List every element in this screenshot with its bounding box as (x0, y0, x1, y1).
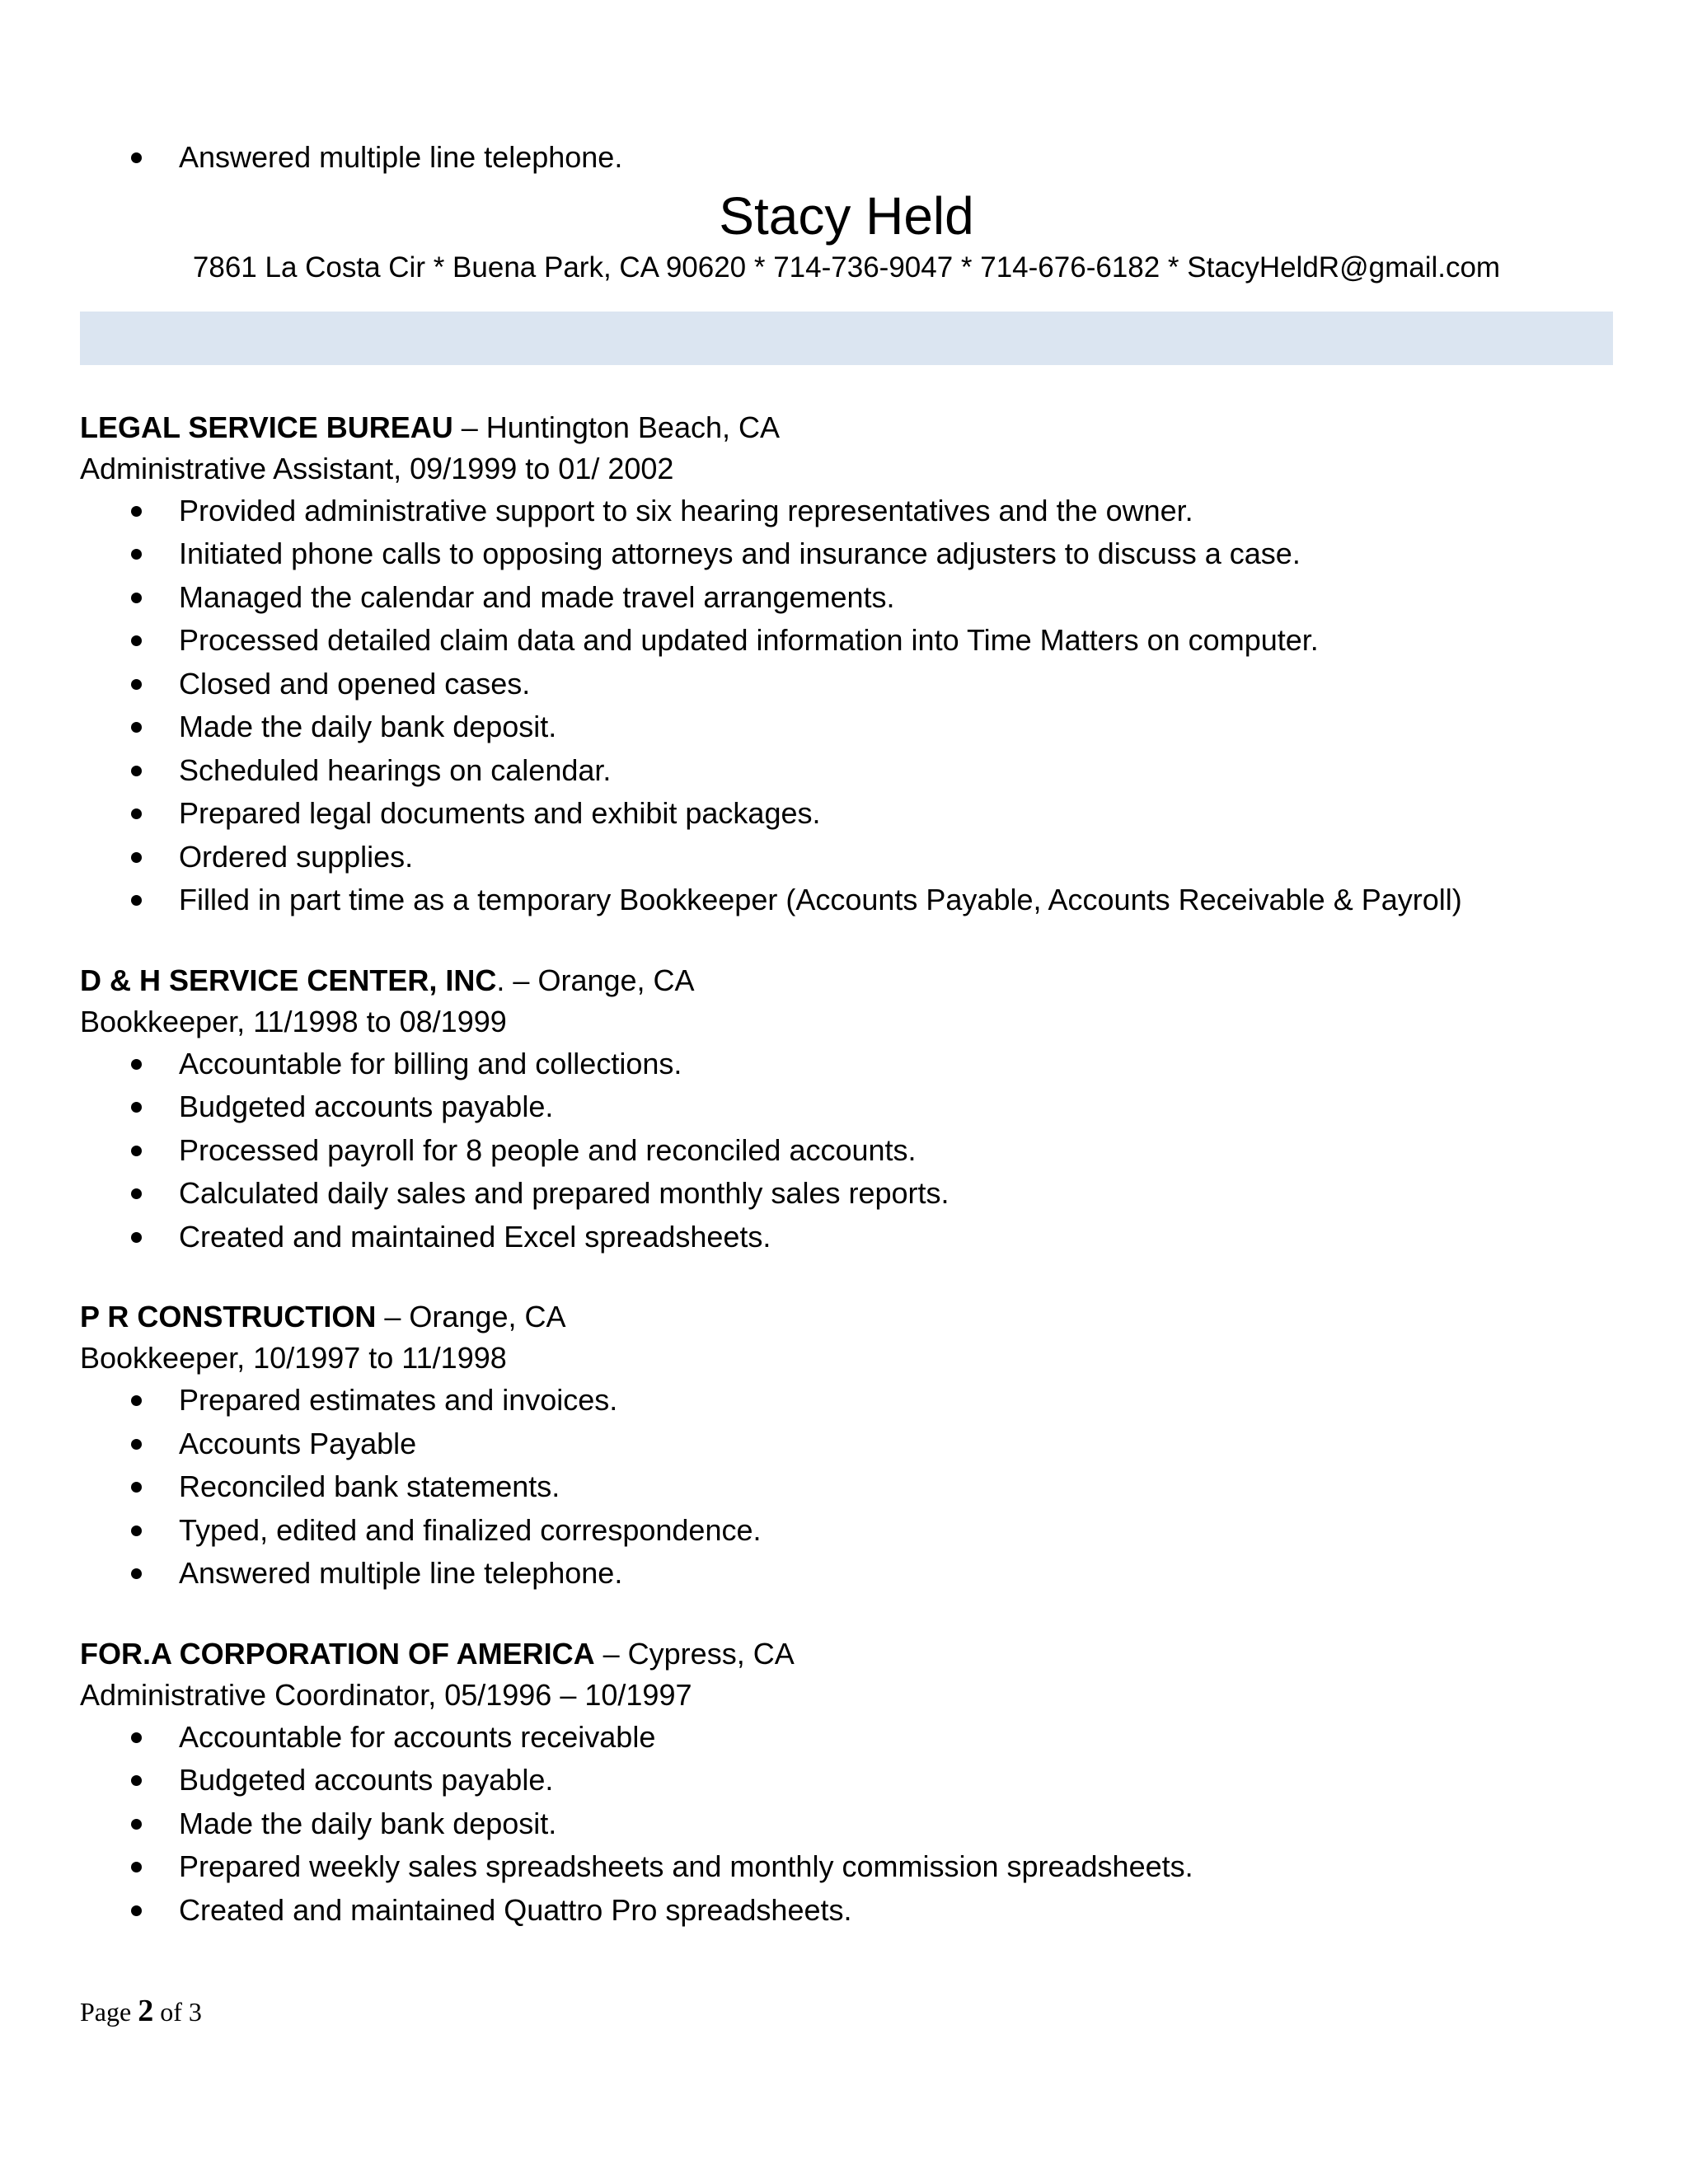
job-entry (80, 1296, 1613, 1596)
bullet-text: Answered multiple line telephone. (179, 140, 623, 174)
bullet-icon (131, 549, 142, 560)
job-bullet (80, 749, 1613, 793)
bullet-text: Processed detailed claim data and updated information into Time Matters on computer. (179, 623, 1319, 657)
bullet-text: Ordered supplies. (179, 839, 414, 874)
bullet-text: Accounts Payable (179, 1426, 417, 1460)
bullet-text: Managed the calendar and made travel arrangements. (179, 579, 895, 614)
bullet-icon (131, 1905, 142, 1916)
bullet-text: Prepared weekly sales spreadsheets and monthly commission spreadsheets. (179, 1849, 1193, 1883)
job-bullet (80, 663, 1613, 706)
bullet-icon (131, 152, 142, 163)
bullet-text: Budgeted accounts payable. (179, 1763, 554, 1797)
job-bullet (80, 705, 1613, 749)
job-bullet (80, 1379, 1613, 1422)
job-bullet (80, 619, 1613, 663)
bullet-icon (131, 1059, 142, 1070)
bullet-icon (131, 1568, 142, 1579)
bullet-icon (131, 1732, 142, 1743)
job-bullet (80, 1129, 1613, 1173)
bullet-icon (131, 1146, 142, 1156)
bullet-text: Typed, edited and finalized correspondence. (179, 1512, 762, 1547)
job-entry (80, 407, 1613, 922)
bullet-icon (131, 895, 142, 906)
current-page-number: 2 (138, 1994, 154, 2028)
job-bullet-list (80, 490, 1613, 922)
job-title: Administrative Coordinator, 05/1996 – 10/1997 (80, 1677, 692, 1712)
bullet-text: Created and maintained Excel spreadsheets. (179, 1219, 771, 1254)
job-title: Bookkeeper, 10/1997 to 11/1998 (80, 1341, 507, 1375)
bullet-text: Calculated daily sales and prepared monthly sales reports. (179, 1176, 950, 1210)
bullet-text: Closed and opened cases. (179, 666, 531, 701)
resume-content (80, 136, 1613, 1932)
bullet-icon (131, 722, 142, 733)
bullet-text: Accountable for billing and collections. (179, 1046, 682, 1080)
job-bullet-list (80, 1043, 1613, 1259)
bullet-text: Made the daily bank deposit. (179, 710, 557, 743)
page-footer (80, 1994, 202, 2028)
bullet-icon (131, 679, 142, 690)
company-line (80, 960, 1613, 1001)
bullet-icon (131, 1188, 142, 1199)
bullet-text: Prepared legal documents and exhibit packages. (179, 796, 821, 830)
company-location: – Cypress, CA (594, 1636, 795, 1671)
bullet-icon (131, 635, 142, 646)
job-bullet (80, 1216, 1613, 1259)
bullet-icon (131, 1819, 142, 1830)
bullet-text: Budgeted accounts payable. (179, 1090, 554, 1123)
job-entry (80, 960, 1613, 1259)
bullet-text: Scheduled hearings on calendar. (179, 752, 612, 787)
job-bullet-list (80, 1379, 1613, 1596)
job-bullet (80, 792, 1613, 836)
job-bullet (80, 1509, 1613, 1553)
bullet-text: Prepared estimates and invoices. (179, 1383, 618, 1417)
bullet-text: Accountable for accounts receivable (179, 1719, 656, 1754)
bullet-icon (131, 766, 142, 776)
bullet-icon (131, 852, 142, 863)
job-bullet (80, 1552, 1613, 1596)
bullet-text: Created and maintained Quattro Pro spreadsheets. (179, 1892, 852, 1927)
job-bullet (80, 1845, 1613, 1889)
bullet-icon (131, 1526, 142, 1536)
carryover-bullet (80, 136, 1613, 180)
header-band (80, 312, 1613, 365)
footer-prefix: Page (80, 1997, 138, 2027)
job-bullet (80, 1172, 1613, 1216)
bullet-icon (131, 808, 142, 819)
bullet-text: Processed payroll for 8 people and reconciled accounts. (179, 1132, 917, 1167)
job-bullet (80, 1716, 1613, 1760)
total-page-number: 3 (188, 1997, 202, 2027)
company-name: FOR.A CORPORATION OF AMERICA (80, 1636, 595, 1671)
bullet-icon (131, 1439, 142, 1450)
job-bullet (80, 1889, 1613, 1933)
job-entry (80, 1633, 1613, 1933)
bullet-text: Answered multiple line telephone. (179, 1556, 623, 1590)
job-bullet (80, 1085, 1613, 1129)
job-bullet (80, 1465, 1613, 1509)
bullet-icon (131, 593, 142, 603)
job-bullet (80, 490, 1613, 533)
carryover-bullet-list (80, 136, 1613, 180)
bullet-icon (131, 506, 142, 517)
job-bullet (80, 1043, 1613, 1086)
company-line (80, 1633, 1613, 1675)
job-bullet (80, 836, 1613, 879)
resume-name: Stacy Held (719, 185, 974, 246)
company-suffix: . (496, 963, 505, 997)
company-name: P R CONSTRUCTION (80, 1300, 377, 1333)
company-line (80, 1296, 1613, 1338)
job-title: Bookkeeper, 11/1998 to 08/1999 (80, 1004, 507, 1038)
company-location: – Huntington Beach, CA (452, 410, 780, 444)
bullet-text: Filled in part time as a temporary Bookkeeper (Accounts Payable, Accounts Receivable & Payroll) (179, 883, 1462, 916)
bullet-text: Initiated phone calls to opposing attorneys and insurance adjusters to discuss a case. (179, 537, 1301, 570)
bullet-icon (131, 1102, 142, 1113)
job-bullet (80, 576, 1613, 620)
bullet-icon (131, 1862, 142, 1872)
job-bullet (80, 1422, 1613, 1466)
footer-middle: of (153, 1997, 189, 2027)
bullet-text: Made the daily bank deposit. (179, 1806, 557, 1840)
bullet-icon (131, 1395, 142, 1406)
contact-line: 7861 La Costa Cir * Buena Park, CA 90620 * 714-736-9047 * 714-676-6182 * StacyHeldR@gmail.com (192, 251, 1501, 284)
bullet-text: Provided administrative support to six hearing representatives and the owner. (179, 493, 1193, 527)
job-bullet (80, 1759, 1613, 1802)
company-line (80, 407, 1613, 448)
job-bullet (80, 879, 1613, 922)
company-name: LEGAL SERVICE BUREAU (80, 410, 453, 444)
company-name: D & H SERVICE CENTER, INC (80, 963, 497, 997)
bullet-icon (131, 1775, 142, 1786)
job-bullet-list (80, 1716, 1613, 1933)
bullet-text: Reconciled bank statements. (179, 1469, 560, 1503)
company-location: – Orange, CA (376, 1300, 566, 1333)
bullet-icon (131, 1482, 142, 1493)
job-bullet (80, 1802, 1613, 1846)
job-title: Administrative Assistant, 09/1999 to 01/ 2002 (80, 451, 674, 485)
bullet-icon (131, 1232, 142, 1243)
job-bullet (80, 532, 1613, 576)
company-location: – Orange, CA (504, 963, 695, 997)
